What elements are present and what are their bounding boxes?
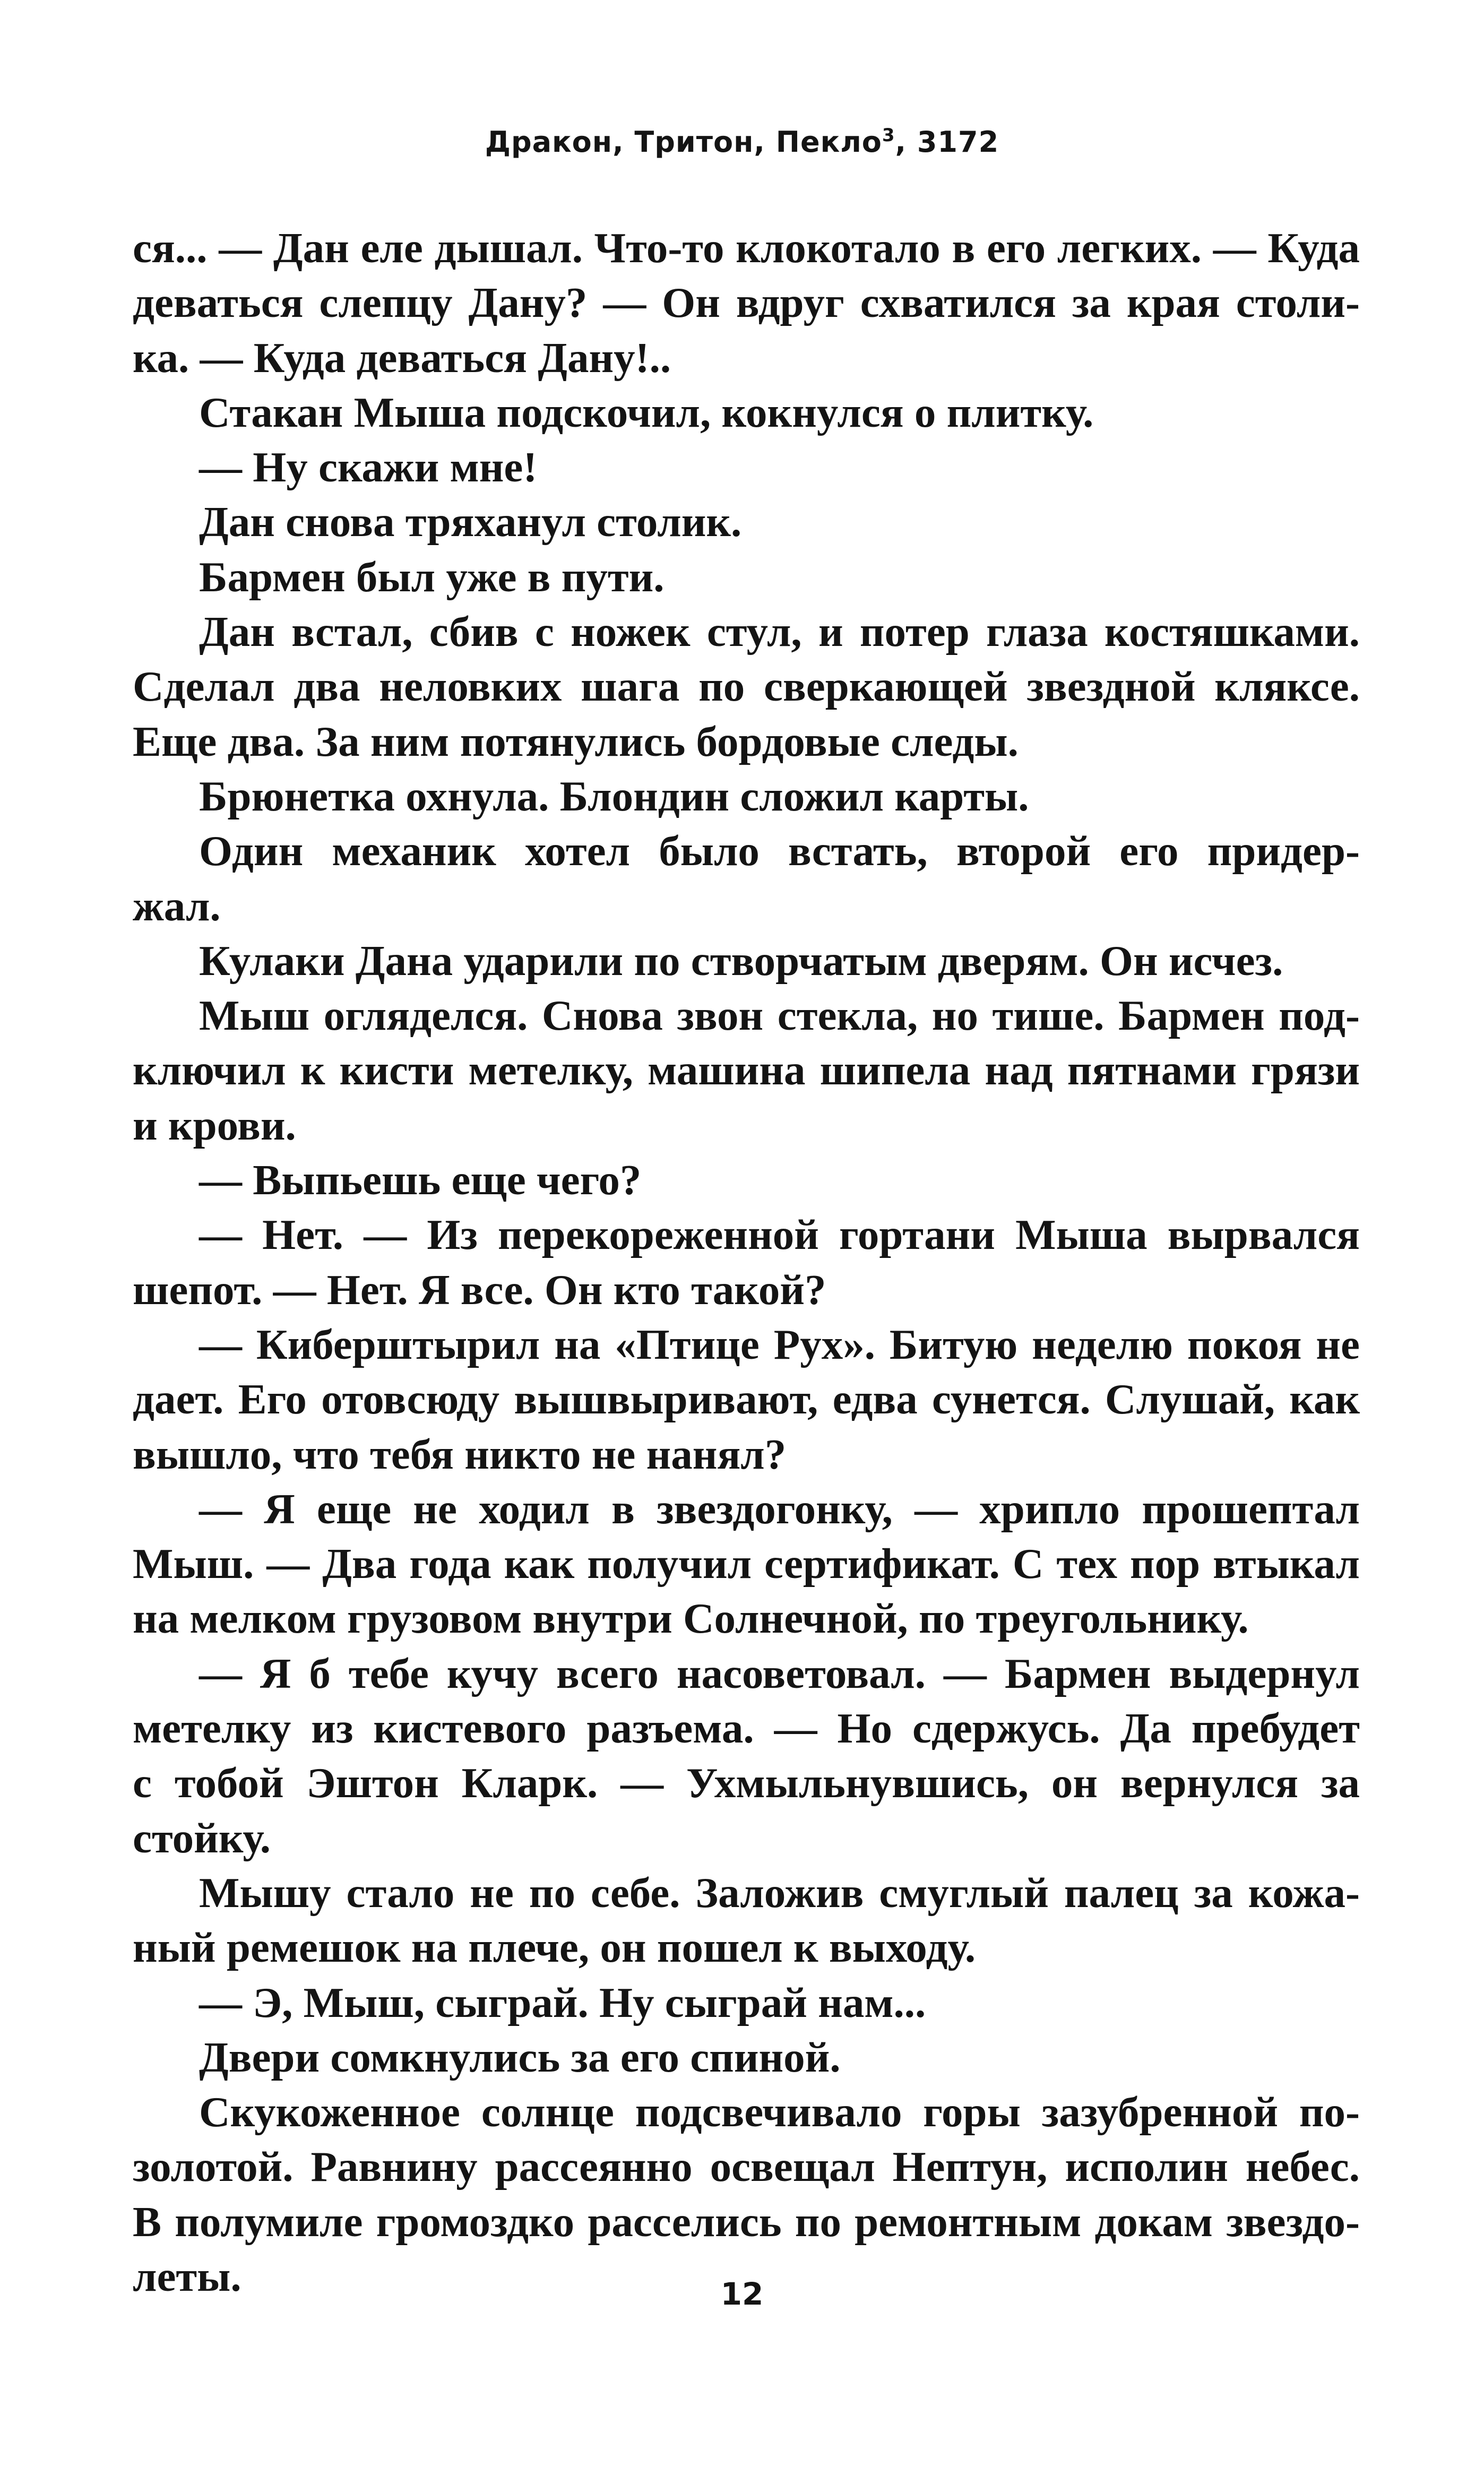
running-head-title: Дракон, Тритон, Пекло (485, 125, 882, 159)
text-line: Брюнетка охнула. Блондин сложил карты. (199, 772, 1029, 820)
text-line: — Киберштырил на «Птице Рух». Битую неделю покоя не (199, 1320, 1360, 1368)
text-line: Скукоженное солнце подсвечивало горы зазубренной по- (199, 2088, 1360, 2136)
page-number: 12 (720, 2276, 764, 2312)
text-line: ка. — Куда деваться Дану!.. (133, 333, 671, 382)
text-line: метелку из кистевого разъема. — Но сдержусь. Да пребудет (133, 1704, 1360, 1753)
text-line: — Я б тебе кучу всего насоветовал. — Бармен выдернул (199, 1649, 1360, 1697)
text-line: стойку. (133, 1814, 271, 1862)
text-line: Бармен был уже в пути. (199, 553, 665, 601)
running-head (0, 125, 1484, 159)
text-line: леты. (133, 2252, 241, 2300)
text-line: шепот. — Нет. Я все. Он кто такой? (133, 1265, 826, 1314)
running-head-tail: , 3172 (895, 125, 999, 159)
text-line: — Ну скажи мне! (199, 443, 538, 491)
text-line: вышло, что тебя никто не нанял? (133, 1430, 787, 1478)
text-line: деваться слепцу Дану? — Он вдруг схватился за края столи- (133, 279, 1360, 327)
text-line: ключил к кисти метелку, машина шипела над пятнами грязи (133, 1046, 1360, 1094)
running-head-superscript: 3 (882, 125, 895, 146)
page-text-body (133, 221, 1360, 2304)
text-line: жал. (133, 882, 221, 930)
text-line: ный ремешок на плече, он пошел к выходу. (133, 1924, 976, 1972)
text-line: и крови. (133, 1101, 296, 1149)
text-line: В полумиле громоздко расселись по ремонтным докам звездо- (133, 2197, 1360, 2246)
text-line: Еще два. За ним потянулись бордовые следы. (133, 717, 1019, 765)
text-line: Стакан Мыша подскочил, кокнулся о плитку. (199, 388, 1094, 436)
text-line: Кулаки Дана ударили по створчатым дверям. Он исчез. (199, 936, 1283, 985)
text-line: — Я еще не ходил в звездогонку, — хрипло прошептал (199, 1485, 1360, 1533)
text-line: Мыш. — Два года как получил сертификат. С тех пор втыкал (133, 1540, 1360, 1588)
text-line: Дан снова тряханул столик. (199, 498, 742, 546)
text-line: Сделал два неловких шага по сверкающей звездной кляксе. (133, 662, 1360, 711)
text-line: — Э, Мыш, сыграй. Ну сыграй нам... (199, 1978, 926, 2026)
text-line: на мелком грузовом внутри Солнечной, по треугольнику. (133, 1594, 1249, 1643)
text-line: Мышу стало не по себе. Заложив смуглый палец за кожа- (199, 1868, 1360, 1917)
text-line: — Нет. — Из перекореженной гортани Мыша вырвался (199, 1211, 1360, 1259)
text-line: Двери сомкнулись за его спиной. (199, 2033, 841, 2081)
text-line: ся... — Дан еле дышал. Что-то клокотало в его легких. — Куда (133, 224, 1360, 272)
text-line: золотой. Равнину рассеянно освещал Нептун, исполин небес. (133, 2143, 1360, 2191)
text-line: Один механик хотел было встать, второй его придер- (199, 827, 1360, 875)
text-line: — Выпьешь еще чего? (199, 1156, 642, 1204)
text-line: Дан встал, сбив с ножек стул, и потер глаза костяшками. (199, 608, 1360, 656)
text-line: с тобой Эштон Кларк. — Ухмыльнувшись, он вернулся за (133, 1759, 1360, 1807)
text-line: Мыш огляделся. Снова звон стекла, но тише. Бармен под- (199, 991, 1360, 1040)
text-line: дает. Его отовсюду вышвыривают, едва сунется. Слушай, как (133, 1375, 1360, 1424)
